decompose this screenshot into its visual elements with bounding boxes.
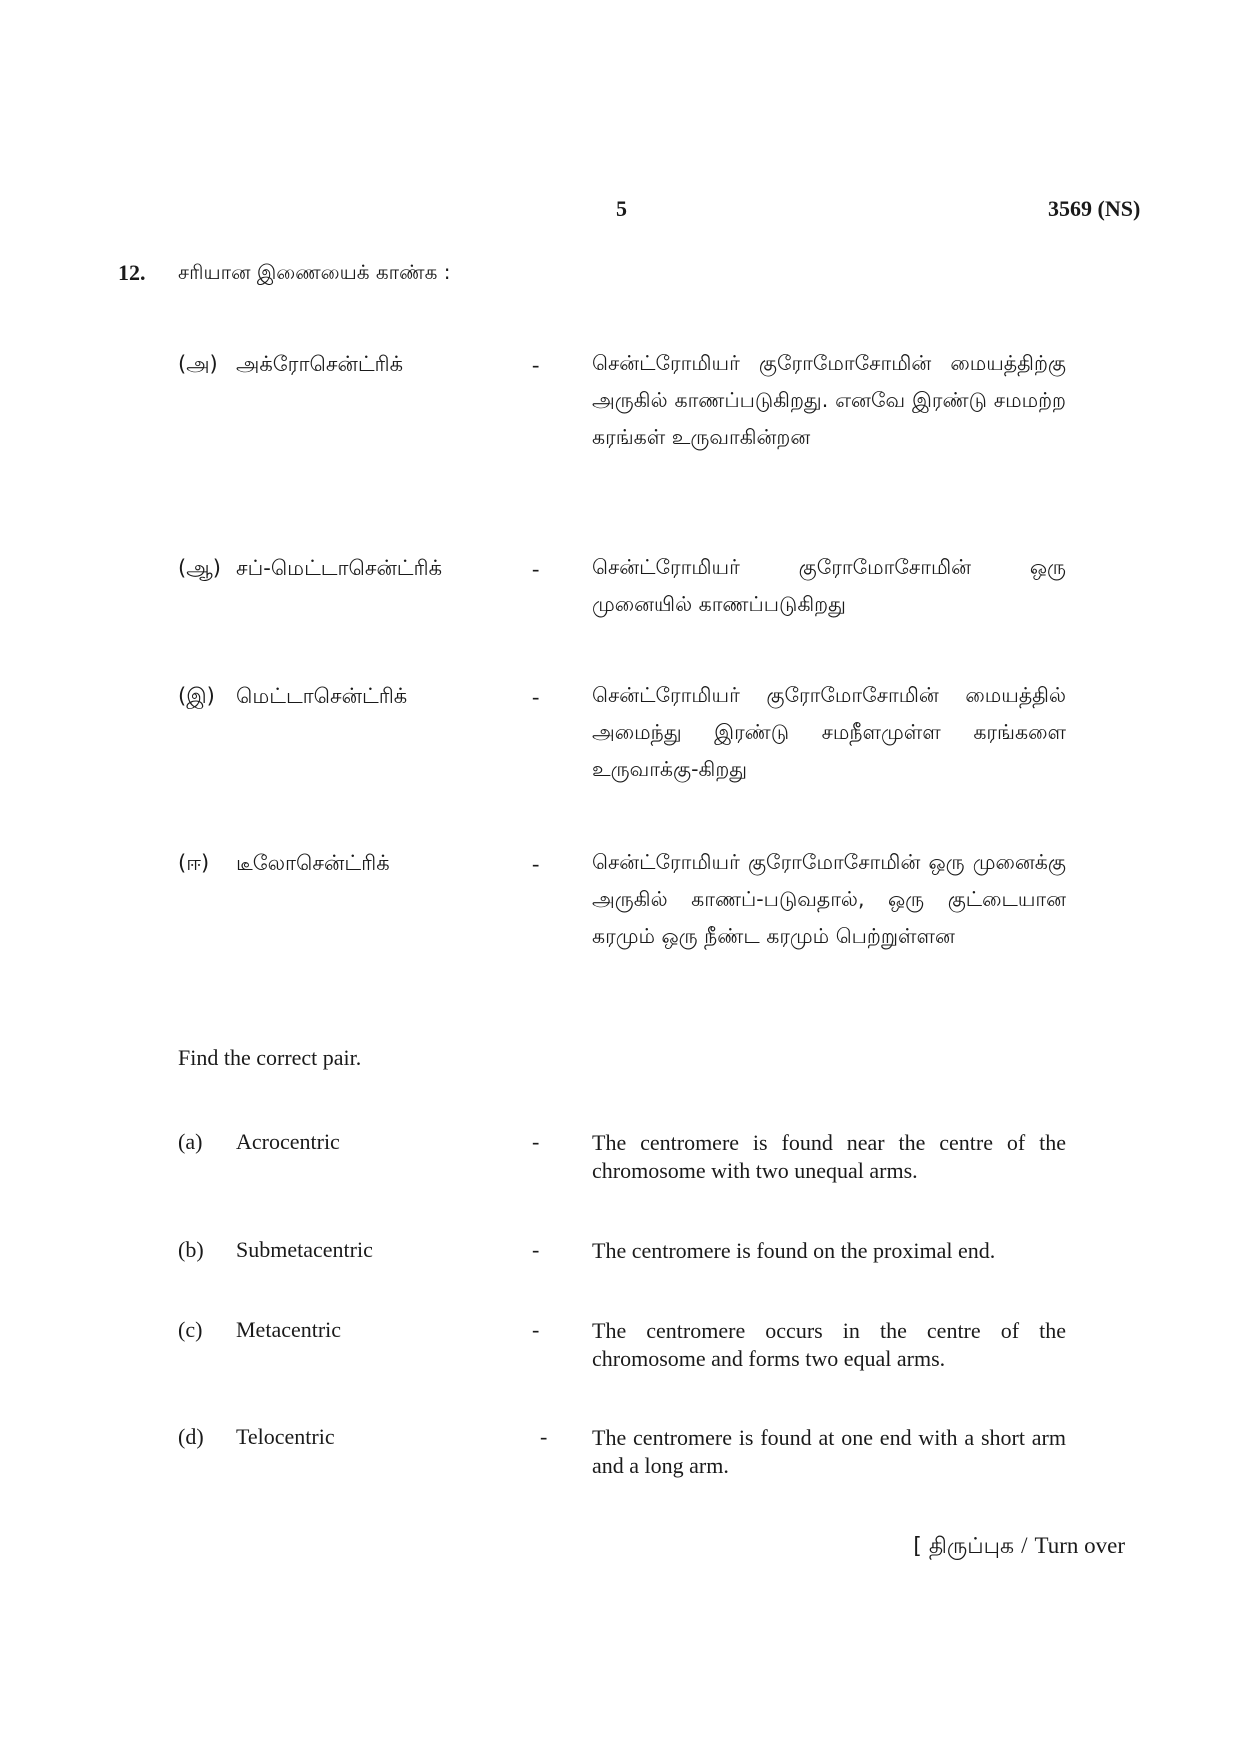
- english-option-d-dash: -: [540, 1424, 548, 1449]
- tamil-option-a-label: [178, 352, 403, 379]
- tamil-option-c-mark: (இ): [178, 684, 215, 708]
- english-option-a-term: Acrocentric: [236, 1129, 340, 1154]
- tamil-option-c-description: சென்ட்ரோமியர் குரோமோசோமின் மையத்தில் அமைந்து இரண்டு சமநீளமுள்ள கரங்களை உருவாக்கு-கிறது: [592, 683, 1066, 781]
- tamil-option-d-term: டீலோசென்ட்ரிக்: [236, 851, 390, 875]
- tamil-option-d-dash: -: [532, 851, 540, 876]
- tamil-option-c-label: [178, 684, 407, 711]
- english-option-d-description: The centromere is found at one end with a short arm and a long arm.: [592, 1425, 1066, 1478]
- english-option-a-description: The centromere is found near the centre of the chromosome with two unequal arms.: [592, 1130, 1066, 1183]
- english-option-c-dash: -: [532, 1317, 540, 1342]
- tamil-option-a-mark: (அ): [178, 352, 218, 376]
- turn-over-bracket: [: [913, 1534, 922, 1559]
- tamil-option-b-mark: (ஆ): [178, 556, 221, 580]
- tamil-option-d-label: [178, 851, 390, 878]
- tamil-option-b-description: சென்ட்ரோமியர் குரோமோசோமின் ஒரு முனையில் காணப்படுகிறது: [592, 555, 1066, 616]
- tamil-option-d-mark: (ஈ): [178, 851, 210, 875]
- tamil-option-b-term: சப்-மெட்டாசென்ட்ரிக்: [236, 556, 443, 580]
- tamil-option-a-term: அக்ரோசென்ட்ரிக்: [236, 352, 404, 376]
- tamil-option-c-dash: -: [532, 684, 540, 709]
- turn-over-note: [913, 1533, 1125, 1562]
- turn-over-tamil: திருப்புக: [928, 1534, 1015, 1559]
- english-option-c-description: The centromere occurs in the centre of the chromosome and forms two equal arms.: [592, 1318, 1066, 1371]
- tamil-option-a-description: சென்ட்ரோமியர் குரோமோசோமின் மையத்திற்கு அருகில் காணப்படுகிறது. எனவே இரண்டு சமமற்ற கரங்கள் உருவாகின்றன: [592, 351, 1066, 449]
- english-option-c-term: Metacentric: [236, 1317, 342, 1342]
- tamil-option-b-label: [178, 556, 442, 583]
- question-text-tamil: சரியான இணையைக் காண்க :: [178, 260, 451, 284]
- english-option-b-mark: (b): [178, 1237, 204, 1262]
- question-number: 12.: [118, 260, 146, 285]
- turn-over-separator: /: [1021, 1533, 1028, 1558]
- question-text-english: Find the correct pair.: [178, 1045, 362, 1070]
- page-number: 5: [616, 196, 627, 221]
- english-option-b-term: Submetacentric: [236, 1237, 373, 1262]
- tamil-option-a-dash: -: [532, 352, 540, 377]
- tamil-option-c-term: மெட்டாசென்ட்ரிக்: [236, 684, 408, 708]
- english-option-a-dash: -: [532, 1129, 540, 1154]
- tamil-option-d-description: சென்ட்ரோமியர் குரோமோசோமின் ஒரு முனைக்கு அருகில் காணப்-படுவதால், ஒரு குட்டையான கரமும் ஒரு நீண்ட கரமும் பெற்றுள்ளன: [592, 850, 1066, 948]
- english-option-d-term: Telocentric: [236, 1424, 335, 1449]
- english-option-b-dash: -: [532, 1237, 540, 1262]
- paper-code: 3569 (NS): [1048, 196, 1141, 221]
- tamil-option-b-dash: -: [532, 556, 540, 581]
- english-option-c-mark: (c): [178, 1317, 203, 1342]
- english-option-a-mark: (a): [178, 1129, 203, 1154]
- english-option-d-mark: (d): [178, 1424, 204, 1449]
- turn-over-english: Turn over: [1034, 1533, 1125, 1558]
- english-option-b-description: The centromere is found on the proximal end.: [592, 1238, 996, 1263]
